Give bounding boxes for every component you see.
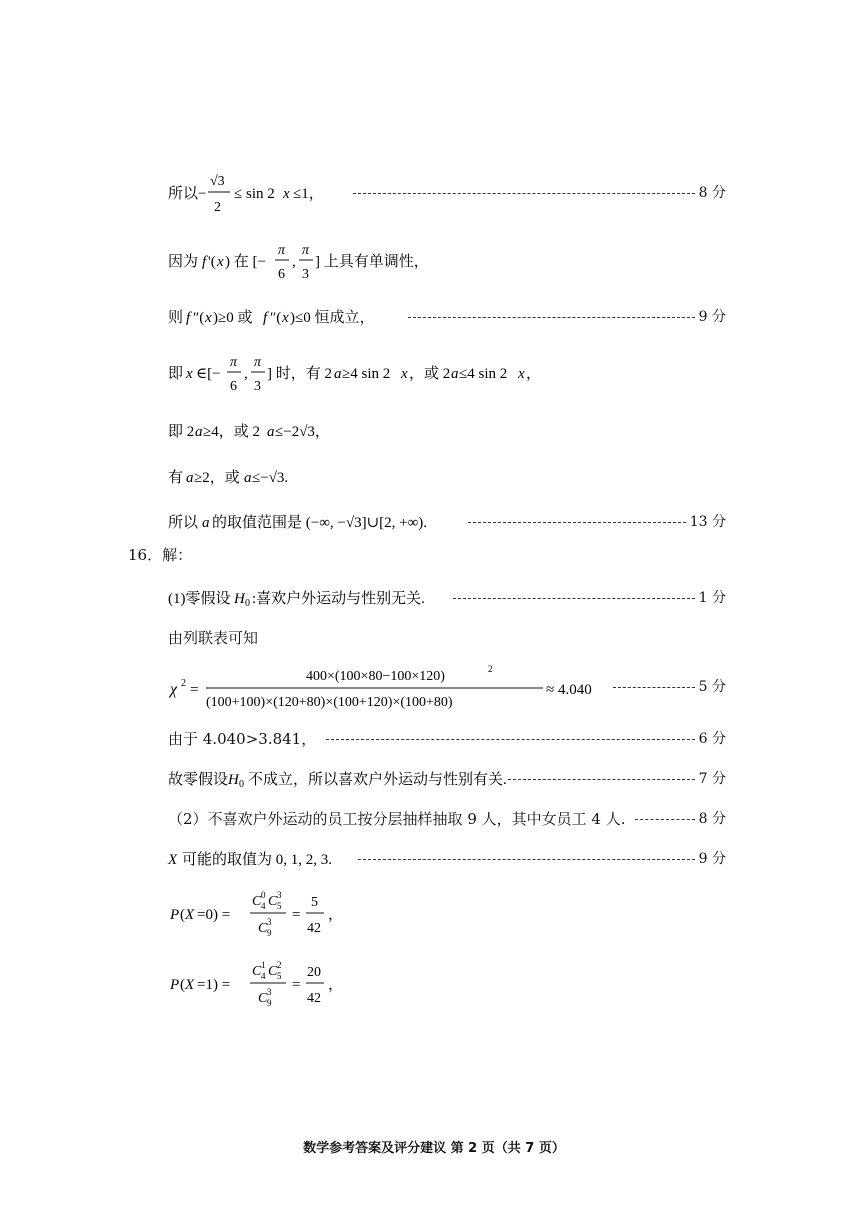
svg-text:C: C (258, 921, 268, 936)
leader-dots (353, 193, 695, 194)
svg-text:−: − (198, 186, 207, 202)
svg-text:P: P (170, 977, 180, 993)
svg-text:a: a (186, 470, 194, 486)
solution-line-9 (168, 627, 726, 649)
svg-text:3: 3 (254, 379, 261, 394)
svg-text:(1)零假设: (1)零假设 (168, 591, 231, 607)
svg-text:3: 3 (267, 917, 272, 927)
math-null-hypothesis (168, 587, 443, 609)
question-16-heading: 16．解： (128, 546, 193, 564)
svg-text:π: π (302, 243, 310, 258)
svg-text:C: C (268, 894, 278, 909)
math-x-values (168, 848, 348, 870)
svg-text:有: 有 (168, 470, 184, 486)
solution-line-16 (168, 958, 726, 1010)
svg-text:≤4 sin 2: ≤4 sin 2 (459, 366, 508, 382)
svg-text:π: π (230, 355, 238, 370)
score-points: 8 分 (698, 811, 726, 827)
svg-text:0: 0 (245, 598, 250, 609)
leader-dots (468, 522, 686, 523)
svg-text:不成立，所以喜欢户外运动与性别有关.: 不成立，所以喜欢户外运动与性别有关. (248, 772, 507, 788)
svg-text:3: 3 (277, 890, 282, 900)
svg-text:因为: 因为 (168, 254, 199, 270)
solution-line-12 (168, 768, 726, 790)
svg-text:9: 9 (267, 928, 272, 938)
score-points: 6 分 (698, 731, 726, 747)
svg-text:即 2: 即 2 (168, 424, 195, 440)
solution-line-8 (168, 587, 726, 609)
svg-text:χ: χ (170, 681, 178, 698)
svg-text:400×(100×80−100×120): 400×(100×80−100×120) (306, 669, 445, 684)
svg-text:=: = (292, 977, 301, 993)
svg-text:的取值范围是 (−∞, −√3]∪[2, +∞).: 的取值范围是 (−∞, −√3]∪[2, +∞). (212, 515, 428, 531)
svg-text:a: a (267, 424, 275, 440)
svg-text:，: ， (526, 366, 542, 382)
svg-text:x: x (186, 366, 193, 382)
svg-text:，: ， (328, 907, 344, 923)
leader-dots (326, 739, 694, 740)
svg-text:a: a (334, 366, 342, 382)
svg-text:所以: 所以 (168, 515, 199, 531)
leader-dots (453, 598, 695, 599)
svg-text:1: 1 (261, 960, 266, 970)
svg-text:X: X (168, 852, 178, 868)
svg-text:C: C (252, 894, 262, 909)
leader-dots (508, 779, 695, 780)
score-points: 5 分 (698, 679, 726, 695)
svg-text:则: 则 (168, 310, 184, 326)
svg-text:故零假设: 故零假设 (168, 772, 229, 788)
svg-text:'(: '( (208, 254, 216, 270)
svg-text:9: 9 (267, 998, 272, 1008)
svg-text:3: 3 (267, 987, 272, 997)
contingency-note: 由列联表可知 (168, 629, 259, 647)
svg-text:42: 42 (307, 991, 321, 1006)
solution-line-7 (168, 511, 726, 533)
score-points: 8 分 (698, 185, 726, 201)
svg-text:可能的取值为 0, 1, 2, 3.: 可能的取值为 0, 1, 2, 3. (182, 852, 333, 868)
solution-line-13 (168, 808, 726, 830)
svg-text:5: 5 (277, 901, 282, 911)
solution-line-3 (168, 306, 726, 328)
solution-line-15 (168, 888, 726, 940)
solution-line-14 (168, 848, 726, 870)
svg-text:≤1，: ≤1， (293, 186, 324, 202)
solution-line-5 (168, 420, 726, 442)
math-second-derivative (168, 306, 398, 328)
math-compare-critical: 由于 4.040>3.841， (168, 730, 317, 748)
svg-text:6: 6 (278, 267, 285, 282)
svg-text:) 在 [−: ) 在 [− (225, 254, 266, 270)
svg-text:3: 3 (302, 267, 309, 282)
svg-text:π: π (254, 355, 262, 370)
math-monotonic-interval (168, 238, 438, 286)
svg-text:∈[−: ∈[− (196, 366, 221, 382)
svg-text:即: 即 (168, 366, 184, 382)
math-chi-square (168, 662, 603, 712)
svg-text:π: π (278, 243, 286, 258)
svg-text:a: a (202, 515, 210, 531)
svg-text:x: x (401, 366, 408, 382)
svg-text:x: x (282, 310, 289, 326)
svg-text:x: x (205, 310, 212, 326)
svg-text:)≤0 恒成立，: )≤0 恒成立， (290, 310, 375, 326)
svg-text:a: a (451, 366, 459, 382)
leader-dots (358, 859, 695, 860)
svg-text:=0) =: =0) = (197, 907, 231, 923)
svg-text:≥4 sin 2: ≥4 sin 2 (342, 366, 391, 382)
score-points: 1 分 (698, 590, 726, 606)
svg-text:=: = (292, 907, 301, 923)
svg-text:f: f (186, 310, 191, 326)
svg-text:4: 4 (261, 901, 266, 911)
svg-text::喜欢户外运动与性别无关.: :喜欢户外运动与性别无关. (252, 591, 425, 607)
svg-text:42: 42 (307, 921, 321, 936)
solution-line-4 (168, 350, 726, 398)
svg-text:(: ( (180, 907, 185, 923)
svg-text:a: a (244, 470, 252, 486)
page-footer: 数学参考答案及评分建议 第 2 页（共 7 页） (303, 1141, 565, 1156)
svg-text:C: C (268, 964, 278, 979)
solution-line-11 (168, 728, 726, 750)
svg-text:H: H (228, 772, 239, 788)
svg-text:X: X (185, 977, 195, 993)
svg-text:≤−√3.: ≤−√3. (252, 470, 289, 486)
svg-text:≤−2√3，: ≤−2√3， (275, 424, 330, 440)
math-a-bounds (168, 466, 368, 488)
solution-line-6 (168, 466, 726, 488)
svg-text:6: 6 (230, 379, 237, 394)
svg-text:2: 2 (214, 200, 221, 215)
svg-text:0: 0 (239, 779, 244, 790)
svg-text:″(: ″( (270, 310, 282, 326)
svg-text:)≥0 或: )≥0 或 (213, 310, 253, 326)
leader-dots (635, 819, 694, 820)
math-p-x-0 (168, 888, 368, 940)
svg-text:2: 2 (488, 664, 493, 674)
solution-line-2 (168, 238, 726, 286)
math-sin-range (168, 168, 343, 218)
score-points: 9 分 (698, 851, 726, 867)
score-points: 9 分 (698, 309, 726, 325)
score-points: 13 分 (689, 514, 726, 530)
leader-dots (408, 317, 695, 318)
math-range-of-a (168, 511, 458, 533)
solution-line-1 (168, 168, 726, 218)
svg-text:x: x (217, 254, 224, 270)
svg-text:f: f (263, 310, 268, 326)
svg-text:(: ( (180, 977, 185, 993)
svg-text:4: 4 (261, 971, 266, 981)
svg-text:，: ， (328, 977, 344, 993)
svg-text:，或 2: ，或 2 (409, 366, 451, 382)
svg-text:≥2，或: ≥2，或 (194, 470, 240, 486)
svg-text:0: 0 (261, 890, 266, 900)
svg-text:P: P (170, 907, 180, 923)
score-points: 7 分 (698, 771, 726, 787)
solution-line-10 (168, 662, 726, 712)
svg-text:C: C (258, 991, 268, 1006)
stratified-sampling-text: （2）不喜欢户外运动的员工按分层抽样抽取 9 人，其中女员工 4 人. (168, 810, 626, 828)
svg-text:≥4，或 2: ≥4，或 2 (203, 424, 260, 440)
leader-dots (613, 687, 695, 688)
svg-text:=1) =: =1) = (197, 977, 231, 993)
svg-text:√3: √3 (210, 174, 225, 189)
svg-text:20: 20 (307, 965, 321, 980)
svg-text:所以: 所以 (168, 186, 199, 202)
svg-text:a: a (195, 424, 203, 440)
svg-text:f: f (202, 254, 207, 270)
svg-text:,: , (292, 254, 296, 270)
svg-text:2: 2 (277, 960, 282, 970)
svg-text:(100+100)×(120+80)×(100+120)×(: (100+100)×(120+80)×(100+120)×(100+80) (206, 695, 453, 710)
svg-text:x: x (283, 186, 290, 202)
math-inequality-cases (168, 350, 568, 398)
math-2a-bounds (168, 420, 368, 442)
svg-text:≤ sin 2: ≤ sin 2 (234, 186, 275, 202)
svg-text:] 上具有单调性，: ] 上具有单调性， (315, 254, 429, 270)
svg-text:X: X (185, 907, 195, 923)
svg-text:2: 2 (181, 678, 186, 689)
svg-text:≈ 4.040: ≈ 4.040 (546, 682, 592, 698)
svg-text:5: 5 (311, 895, 318, 910)
svg-text:] 时，有 2: ] 时，有 2 (267, 366, 332, 382)
svg-text:5: 5 (277, 971, 282, 981)
svg-text:H: H (234, 591, 245, 607)
svg-text:C: C (252, 964, 262, 979)
math-reject-hypothesis (168, 768, 507, 790)
svg-text:=: = (190, 682, 199, 698)
svg-text:,: , (244, 366, 248, 382)
svg-text:″(: ″( (193, 310, 205, 326)
svg-text:x: x (518, 366, 525, 382)
math-p-x-1 (168, 958, 368, 1010)
